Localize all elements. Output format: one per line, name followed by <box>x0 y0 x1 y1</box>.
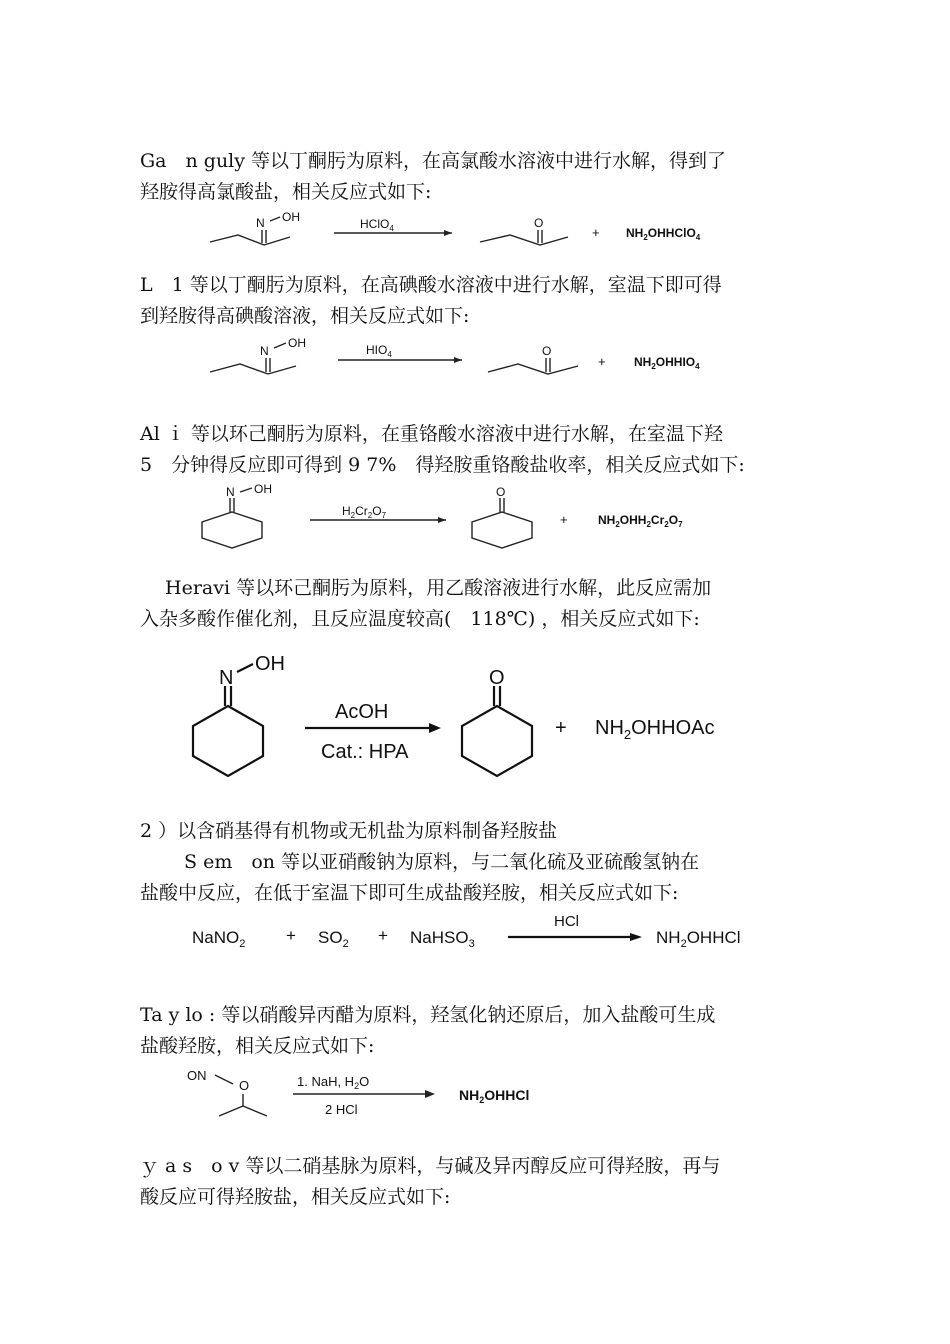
plus-sign: + <box>592 225 600 240</box>
product-formula: $NH_2OHHCl$ <box>656 928 741 950</box>
reagent-label: $H_2Cr_2O_7$ <box>342 504 387 520</box>
paragraph-heravi-line1: Heravi 等以环己酮肟为原料，用乙酸溶液进行水解，此反应需加 <box>140 577 712 599</box>
sodium-bisulfite-formula: NaHSO$_3$ <box>410 928 475 950</box>
reaction-arrow <box>338 343 462 363</box>
product-formula: $NH_2OHHCl$ <box>459 1087 530 1105</box>
oxygen-label: O <box>239 1078 250 1093</box>
nitrogen-label: N <box>219 667 234 689</box>
paragraph-semon-line2: 盐酸中反应，在低于室温下即可生成盐酸羟胺，相关反应式如下: <box>140 882 679 904</box>
product-formula: $NH_2OHH_2Cr_2O_7$ <box>598 513 683 529</box>
plus-sign-1: + <box>286 926 296 945</box>
butanone-oxime-structure <box>210 210 300 245</box>
paragraph-ali-line1: Al ｉ 等以环己酮肟为原料，在重铬酸水溶液中进行水解，在室温下羟 <box>140 423 723 445</box>
nitrogen-label: N <box>260 344 269 358</box>
reagent-top-label: AcOH <box>335 701 389 723</box>
isopropyl-nitrite-structure <box>187 1068 267 1116</box>
paragraph-ali-line2: 5 分钟得反应即可得到 9 7% 得羟胺重铬酸盐收率，相关反应式如下: <box>140 454 745 476</box>
reaction-arrow <box>508 913 642 941</box>
butanone-oxime-structure <box>210 336 306 374</box>
paragraph-li-line1: L 1 等以丁酮肟为原料，在高碘酸水溶液中进行水解，室温下即可得 <box>140 274 722 296</box>
product-formula: $NH_2OHHIO_4$ <box>634 355 700 371</box>
cyclohexanone-oxime-structure <box>202 482 272 548</box>
reagent-label: HCl <box>554 913 579 930</box>
sulfur-dioxide-formula: $SO_2$ <box>318 928 349 950</box>
paragraph-taylor-line1: Ta y lo : 等以硝酸异丙醋为原料，羟氢化钠还原后，加入盐酸可生成 <box>140 1004 716 1026</box>
reagent-label: HClO$_4$ <box>360 217 394 233</box>
reaction-scheme-6 <box>185 1062 625 1124</box>
plus-sign: + <box>555 717 567 739</box>
reaction-scheme-4 <box>185 648 785 780</box>
hydroxyl-label: OH <box>254 482 272 496</box>
hydroxyl-label: OH <box>282 210 300 224</box>
reaction-arrow <box>293 1074 435 1117</box>
reaction-arrow <box>334 217 452 236</box>
reagent-bottom-label: 2 HCl <box>325 1102 358 1117</box>
paragraph-yasov-line2: 酸反应可得羟胺盐，相关反应式如下: <box>140 1186 451 1208</box>
cyclohexanone-structure <box>462 667 532 776</box>
product-formula: $NH_2OHHClO_4$ <box>626 226 701 242</box>
reagent-label: $HIO_4$ <box>366 343 392 359</box>
cyclohexanone-oxime-structure <box>193 653 285 776</box>
paragraph-yasov-line1: ｙ a s o v 等以二硝基脉为原料，与碱及异丙醇反应可得羟胺，再与 <box>140 1155 721 1177</box>
reaction-scheme-3 <box>190 482 790 550</box>
sodium-nitrite-formula: NaNO$_2$ <box>192 928 246 950</box>
reaction-scheme-1 <box>200 205 780 255</box>
oxygen-label: O <box>534 216 544 230</box>
product-formula: $NH_2OHHOAc$ <box>595 717 715 742</box>
paragraph-taylor-line2: 盐酸羟胺，相关反应式如下: <box>140 1035 375 1057</box>
plus-sign-2: + <box>378 926 388 945</box>
reaction-scheme-2 <box>200 330 780 385</box>
butanone-structure <box>480 216 568 245</box>
oxygen-label: O <box>496 485 506 499</box>
oxygen-label: O <box>542 344 552 358</box>
paragraph-ganguly-line1: Ga n guly 等以丁酮肟为原料，在高氯酸水溶液中进行水解，得到了 <box>140 150 727 172</box>
nitrogen-label: N <box>256 216 265 230</box>
paragraph-li-line2: 到羟胺得高碘酸溶液，相关反应式如下: <box>140 305 470 327</box>
section-heading-2: 2 ）以含硝基得有机物或无机盐为原料制备羟胺盐 <box>140 820 558 842</box>
plus-sign: + <box>598 354 606 369</box>
cyclohexanone-structure <box>472 485 532 548</box>
butanone-structure <box>488 344 578 374</box>
reaction-scheme-5 <box>190 910 790 955</box>
paragraph-semon-line1: S em on 等以亚硝酸钠为原料，与二氧化硫及亚硫酸氢钠在 <box>140 851 700 873</box>
reagent-top-label: 1. NaH, $H_2O$ <box>297 1074 370 1091</box>
reagent-bottom-label: Cat.: HPA <box>321 741 409 763</box>
paragraph-heravi-line2: 入杂多酸作催化剂，且反应温度较高( 118℃) ，相关反应式如下: <box>140 608 700 630</box>
nitroso-label: ON <box>187 1068 207 1083</box>
oxygen-label: O <box>489 667 505 689</box>
hydroxyl-label: OH <box>255 653 285 675</box>
reaction-arrow <box>305 701 441 763</box>
reaction-arrow <box>310 504 446 523</box>
plus-sign: + <box>560 512 568 527</box>
hydroxyl-label: OH <box>288 336 306 350</box>
nitrogen-label: N <box>226 485 235 499</box>
paragraph-ganguly-line2: 羟胺得高氯酸盐，相关反应式如下: <box>140 181 432 203</box>
